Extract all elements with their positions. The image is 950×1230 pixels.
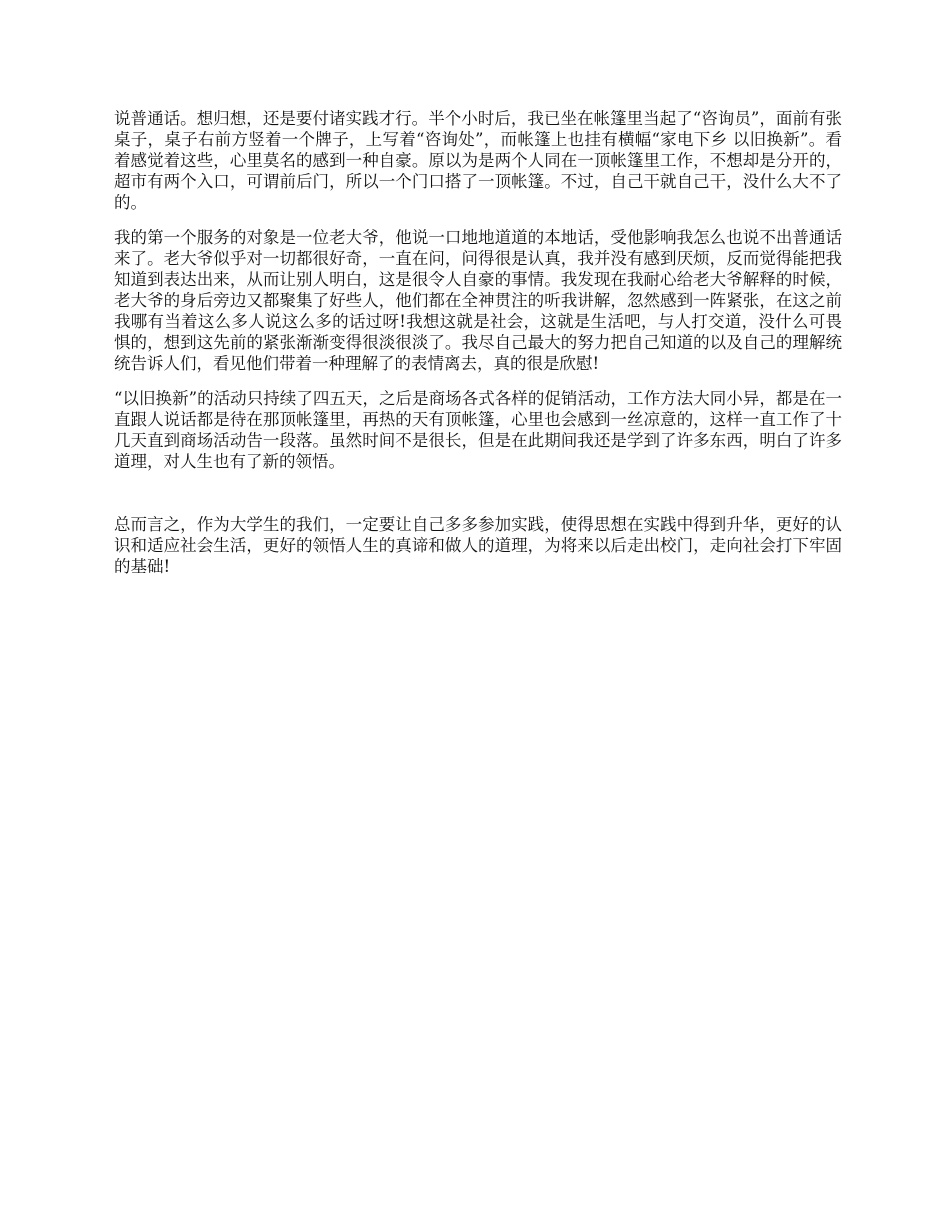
paragraph-1: 说普通话。想归想，还是要付诸实践才行。半个小时后，我已坐在帐篷里当起了“咨询员”，面前有张桌子，桌子右前方竖着一个牌子，上写着“咨询处”，而帐篷上也挂有横幅“家电下乡 以旧换新”。看着感觉着这些，心里莫名的感到一种自豪。原以为是两个人同在一顶帐篷里工作，不想却是分开的，超市有两个入口，可谓前后门，所以一个门口搭了一顶帐篷。不过，自己干就自己干，没什么大不了的。 xyxy=(114,109,842,212)
document-page xyxy=(114,108,842,591)
paragraph-2: 我的第一个服务的对象是一位老大爷，他说一口地地道道的本地话，受他影响我怎么也说不出普通话来了。老大爷似乎对一切都很好奇，一直在问，问得很是认真，我并没有感到厌烦，反而觉得能把我知道到表达出来，从而让别人明白，这是很令人自豪的事情。我发现在我耐心给老大爷解释的时候，老大爷的身后旁边又都聚集了好些人，他们都在全神贯注的听我讲解，忽然感到一阵紧张，在这之前我哪有当着这么多人说这么多的话过呀!我想这就是社会，这就是生活吧，与人打交道，没什么可畏惧的，想到这先前的紧张渐渐变得很淡很淡了。我尽自己最大的努力把自己知道的以及自己的理解统统告诉人们，看见他们带着一种理解了的表情离去，真的很是欣慰! xyxy=(114,228,842,373)
paragraph-3: “以旧换新”的活动只持续了四五天，之后是商场各式各样的促销活动，工作方法大同小异，都是在一直跟人说话都是待在那顶帐篷里，再热的天有顶帐篷，心里也会感到一丝凉意的，这样一直工作了十几天直到商场活动告一段落。虽然时间不是很长，但是在此期间我还是学到了许多东西，明白了许多道理，对人生也有了新的领悟。 xyxy=(114,389,842,471)
paragraph-4: 总而言之，作为大学生的我们，一定要让自己多多参加实践，使得思想在实践中得到升华，更好的认识和适应社会生活，更好的领悟人生的真谛和做人的道理，为将来以后走出校门，走向社会打下牢固的基础! xyxy=(114,515,842,576)
